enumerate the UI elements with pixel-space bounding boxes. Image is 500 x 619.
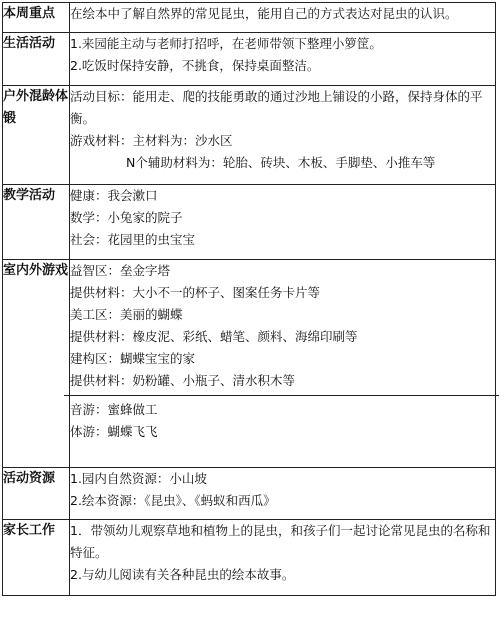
parents-line: 1．带领幼儿观察草地和植物上的昆虫，和孩子们一起讨论常见昆虫的名称和特征。 xyxy=(70,523,491,560)
row-title-daily-life: 生活活动 xyxy=(3,33,70,86)
teaching-line: 数学：小兔家的院子 xyxy=(70,210,183,225)
row-focus xyxy=(3,3,496,33)
games-line: 美工区：美丽的蝴蝶 xyxy=(70,307,183,322)
row-parents xyxy=(3,520,496,596)
row-title-focus: 本周重点 xyxy=(3,3,70,33)
row-content-teaching xyxy=(70,185,496,260)
games-line: 提供材料：奶粉罐、小瓶子、清水积木等 xyxy=(70,373,296,388)
outdoor-goal: 活动目标：能用走、爬的技能勇敢的通过沙地上铺设的小路，保持身体的平衡。 xyxy=(70,89,483,126)
row-content-games xyxy=(70,260,496,468)
row-title-resources: 活动资源 xyxy=(3,468,70,520)
row-content-resources xyxy=(70,468,496,520)
parents-line: 2.与幼儿阅读有关各种昆虫的绘本故事。 xyxy=(70,567,295,582)
games-line: 建构区：蝴蝶宝宝的家 xyxy=(70,351,196,366)
daily-life-line: 2.吃饭时保持安静，不挑食，保持桌面整洁。 xyxy=(70,58,320,73)
row-content-daily-life xyxy=(70,33,496,86)
row-title-parents: 家长工作 xyxy=(3,520,70,596)
weekly-plan-table xyxy=(2,2,496,596)
row-title-teaching: 教学活动 xyxy=(3,185,70,260)
row-content-focus xyxy=(70,3,496,33)
games-line: 提供材料：橡皮泥、彩纸、蜡笔、颜料、海绵印刷等 xyxy=(70,329,358,344)
row-title-outdoor: 户外混龄体锻 xyxy=(3,86,70,185)
row-content-parents xyxy=(70,520,496,596)
resources-line: 1.园内自然资源：小山坡 xyxy=(70,471,207,486)
teaching-line: 社会：花园里的虫宝宝 xyxy=(70,232,196,247)
row-games xyxy=(3,260,496,468)
row-teaching xyxy=(3,185,496,260)
teaching-line: 健康：我会漱口 xyxy=(70,188,158,203)
row-content-outdoor xyxy=(70,86,496,185)
row-outdoor xyxy=(3,86,496,185)
outdoor-main-material: 游戏材料：主材料为：沙水区 xyxy=(70,133,233,148)
games-subsection xyxy=(64,395,499,443)
row-resources xyxy=(3,468,496,520)
games-line: 体游：蝴蝶飞飞 xyxy=(70,424,158,439)
row-title-games: 室内外游戏 xyxy=(3,260,70,468)
focus-line: 在绘本中了解自然界的常见昆虫，能用自己的方式表达对昆虫的认识。 xyxy=(70,6,458,21)
outdoor-aux-material: N个辅助材料为：轮胎、砖块、木板、手脚垫、小推车等 xyxy=(126,155,436,170)
games-line: 音游：蜜蜂做工 xyxy=(70,402,158,417)
resources-line: 2.绘本资源：《昆虫》、《蚂蚁和西瓜》 xyxy=(70,493,276,508)
row-daily-life xyxy=(3,33,496,86)
daily-life-line: 1.来园能主动与老师打招呼，在老师带领下整理小箩筐。 xyxy=(70,36,382,51)
games-line: 益智区：垒金字塔 xyxy=(70,263,171,278)
games-line: 提供材料：大小不一的杯子、图案任务卡片等 xyxy=(70,285,321,300)
